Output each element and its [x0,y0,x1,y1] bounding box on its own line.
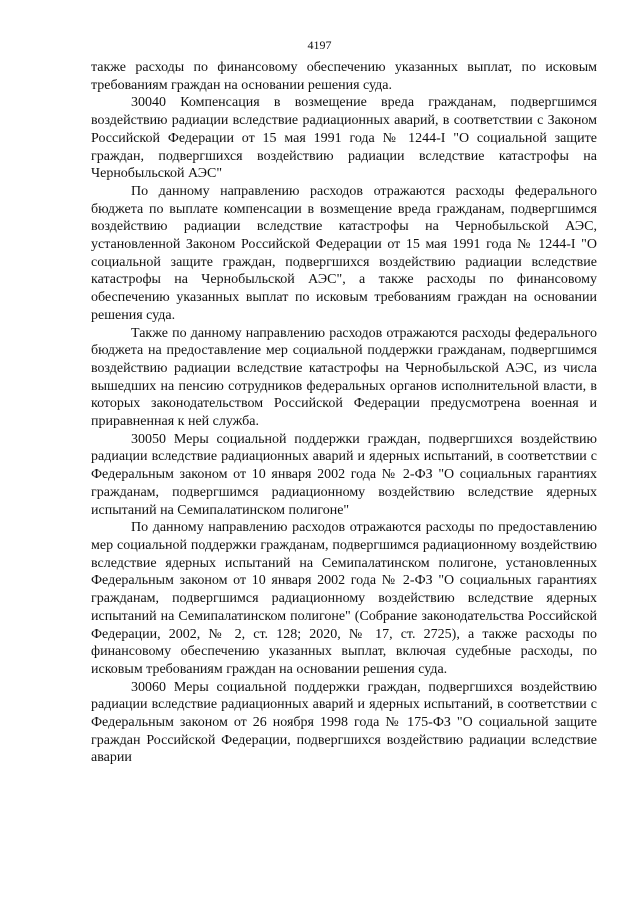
document-body [91,59,597,767]
paragraph-heading-30040: 30040 Компенсация в возмещение вреда гражданам, подвергшимся воздействию радиации вследствие радиационных аварий, в соответствии с Законом Российской Федерации от 15 мая 1991 года № 1244-I "О социальной защите граждан, подвергшихся воздействию радиации вследствие катастрофы на Чернобыльской АЭС" [91,95,597,182]
paragraph-heading-30060: 30060 Меры социальной поддержки граждан, подвергшихся воздействию радиации вследствие радиационных аварий и ядерных испытаний, в соответствии с Федеральным законом от 26 ноября 1998 года № 175-ФЗ "О социальной защите граждан Российской Федерации, подвергшихся воздействию радиации вследствие аварии [91,679,597,766]
paragraph-continuation: также расходы по финансовому обеспечению указанных выплат, по исковым требованиям граждан на основании решения суда. [91,60,597,93]
paragraph-30050-description: По данному направлению расходов отражаются расходы по предоставлению мер социальной поддержки гражданам, подвергшимся радиационному воздействию вследствие ядерных испытаний на Семипалатинском полигоне, установленных Федеральным законом от 10 января 2002 года № 2-ФЗ "О социальных гарантиях гражданам, подвергшимся радиационному воздействию вследствие ядерных испытаний на Семипалатинском полигоне" (Собрание законодательства Российской Федерации, 2002, № 2, ст. 128; 2020, № 17, ст. 2725), а также расходы по финансовому обеспечению указанных выплат, включая судебные расходы, по исковым требованиям граждан на основании решения суда. [91,520,597,677]
page-number: 4197 [307,38,332,52]
paragraph-30040-description: По данному направлению расходов отражаются расходы федерального бюджета по выплате компенсации в возмещение вреда гражданам, подвергшимся воздействию радиации вследствие катастрофы на Чернобыльской АЭС, установленной Законом Российской Федерации от 15 мая 1991 года № 1244-I "О социальной защите граждан, подвергшихся воздействию радиации вследствие катастрофы на Чернобыльской АЭС", а также расходы по финансовому обеспечению указанных выплат по исковым требованиям граждан на основании решения суда. [91,183,597,323]
paragraph-heading-30050: 30050 Меры социальной поддержки граждан, подвергшихся воздействию радиации вследствие радиационных аварий и ядерных испытаний, в соответствии с Федеральным законом от 10 января 2002 года № 2-ФЗ "О социальных гарантиях гражданам, подвергшимся радиационному воздействию вследствие ядерных испытаний на Семипалатинском полигоне" [91,431,597,518]
paragraph-30040-additional: Также по данному направлению расходов отражаются расходы федерального бюджета на предоставление мер социальной поддержки гражданам, подвергшимся воздействию радиации вследствие катастрофы на Чернобыльской АЭС, из числа вышедших на пенсию сотрудников федеральных органов исполнительной власти, в которых законодательством Российской Федерации предусмотрена военная и приравненная к ней служба. [91,325,597,430]
